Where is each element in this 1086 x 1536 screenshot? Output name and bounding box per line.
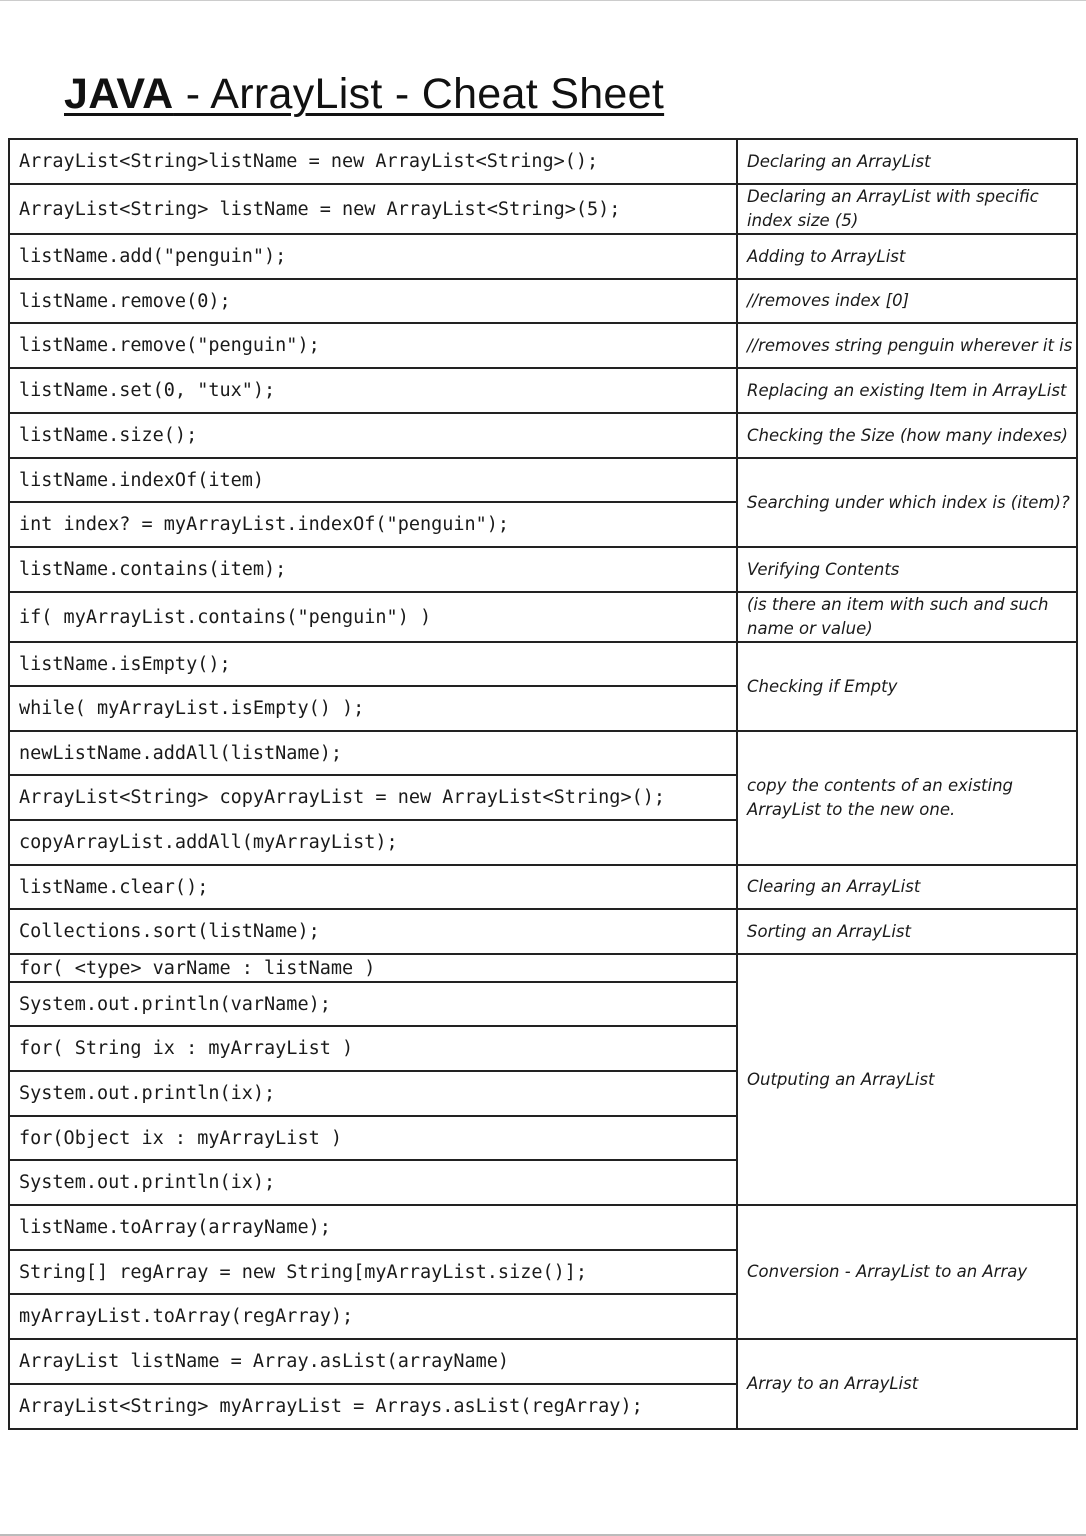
table-row [9, 865, 1077, 909]
code-cell: for( String ix : myArrayList ) [9, 1026, 737, 1071]
code-cell: ArrayList listName = Array.asList(arrayName) [9, 1339, 737, 1384]
description-cell: Outputing an ArrayList [737, 954, 1077, 1205]
code-cell: listName.set(0, "tux"); [9, 368, 737, 413]
code-cell: for(Object ix : myArrayList ) [9, 1116, 737, 1160]
code-cell: String[] regArray = new String[myArrayList.size()]; [9, 1250, 737, 1294]
table-row [9, 1205, 1077, 1250]
description-cell: //removes index [0] [737, 279, 1077, 323]
code-cell: copyArrayList.addAll(myArrayList); [9, 820, 737, 865]
description-cell: Sorting an ArrayList [737, 909, 1077, 954]
code-cell: listName.clear(); [9, 865, 737, 909]
description-cell: Verifying Contents [737, 547, 1077, 592]
description-cell: Conversion - ArrayList to an Array [737, 1205, 1077, 1339]
table-row [9, 642, 1077, 686]
description-cell: Declaring an ArrayList [737, 139, 1077, 184]
table-row [9, 139, 1077, 184]
description-cell: Replacing an existing Item in ArrayList [737, 368, 1077, 413]
code-cell: if( myArrayList.contains("penguin") ) [9, 592, 737, 642]
description-cell: (is there an item with such and such name or value) [737, 592, 1077, 642]
top-edge-line [0, 0, 1086, 1]
table-row [9, 279, 1077, 323]
code-cell: ArrayList<String> listName = new ArrayList<String>(5); [9, 184, 737, 234]
description-cell: Searching under which index is (item)? [737, 458, 1077, 547]
table-row [9, 731, 1077, 775]
code-cell: Collections.sort(listName); [9, 909, 737, 954]
code-cell: System.out.println(ix); [9, 1071, 737, 1116]
description-cell: Declaring an ArrayList with specific index size (5) [737, 184, 1077, 234]
code-cell: for( <type> varName : listName ) [9, 954, 737, 982]
code-cell: listName.toArray(arrayName); [9, 1205, 737, 1250]
table-row [9, 1339, 1077, 1384]
table-row [9, 234, 1077, 279]
page-title-strong: JAVA [64, 70, 174, 118]
code-cell: ArrayList<String> copyArrayList = new ArrayList<String>(); [9, 775, 737, 820]
code-cell: listName.isEmpty(); [9, 642, 737, 686]
code-cell: listName.add("penguin"); [9, 234, 737, 279]
table-row [9, 368, 1077, 413]
code-cell: listName.contains(item); [9, 547, 737, 592]
code-cell: while( myArrayList.isEmpty() ); [9, 686, 737, 731]
code-cell: int index? = myArrayList.indexOf("penguin"); [9, 502, 737, 547]
table-row [9, 413, 1077, 458]
cheat-sheet-table [8, 138, 1078, 1430]
code-cell: System.out.println(ix); [9, 1160, 737, 1205]
table-row [9, 458, 1077, 502]
description-cell: Array to an ArrayList [737, 1339, 1077, 1429]
table-row [9, 323, 1077, 368]
description-cell: Adding to ArrayList [737, 234, 1077, 279]
code-cell: listName.remove("penguin"); [9, 323, 737, 368]
page-title-rest: - ArrayList - Cheat Sheet [173, 70, 665, 118]
description-cell: Clearing an ArrayList [737, 865, 1077, 909]
table-row [9, 547, 1077, 592]
description-cell: //removes string penguin wherever it is [737, 323, 1077, 368]
code-cell: ArrayList<String> myArrayList = Arrays.asList(regArray); [9, 1384, 737, 1429]
code-cell: newListName.addAll(listName); [9, 731, 737, 775]
code-cell: listName.indexOf(item) [9, 458, 737, 502]
table-row [9, 184, 1077, 234]
code-cell: listName.size(); [9, 413, 737, 458]
description-cell: copy the contents of an existing ArrayList to the new one. [737, 731, 1077, 865]
description-cell: Checking if Empty [737, 642, 1077, 731]
page-title [64, 66, 664, 122]
description-cell: Checking the Size (how many indexes) [737, 413, 1077, 458]
table-row [9, 592, 1077, 642]
code-cell: System.out.println(varName); [9, 982, 737, 1026]
table-row [9, 909, 1077, 954]
code-cell: listName.remove(0); [9, 279, 737, 323]
code-cell: myArrayList.toArray(regArray); [9, 1294, 737, 1339]
table-row [9, 954, 1077, 982]
code-cell: ArrayList<String>listName = new ArrayList<String>(); [9, 139, 737, 184]
